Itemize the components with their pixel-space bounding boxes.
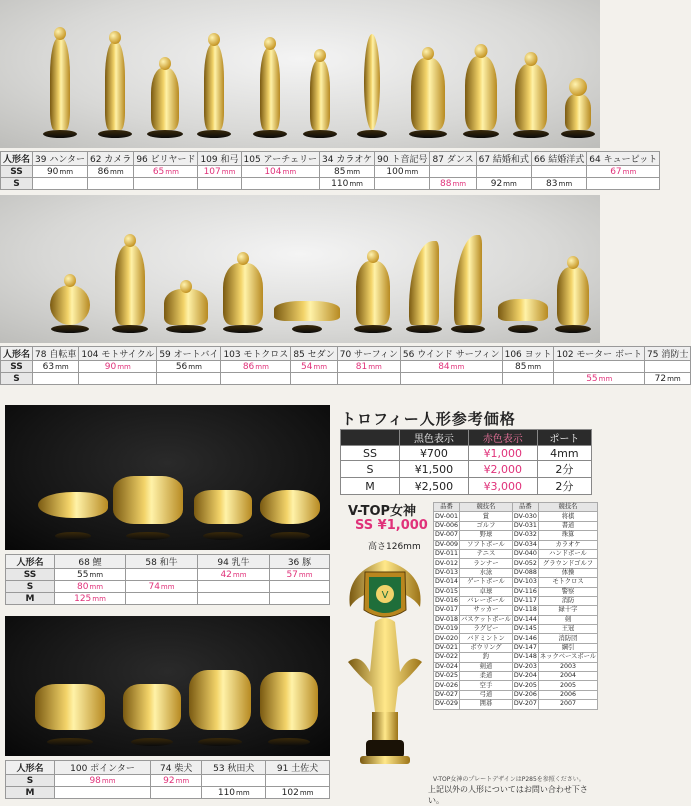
table-cell: 剣	[538, 615, 597, 624]
table-cell: 珠算	[538, 531, 597, 540]
table-cell: バドミントン	[459, 634, 512, 643]
table-cell: SS	[1, 166, 33, 178]
unit-label: mm	[165, 167, 179, 176]
table-cell: 競技名	[538, 503, 597, 512]
unit-label: mm	[117, 362, 131, 371]
table-cell: テニス	[459, 549, 512, 558]
size-value: 67	[610, 166, 622, 177]
size-value: 110	[331, 178, 349, 189]
unit-label: mm	[110, 167, 124, 176]
figure-wedding-western	[508, 8, 553, 138]
table-cell: 4mm	[537, 446, 591, 461]
table-cell: 78 自転車	[33, 347, 79, 361]
unit-label: mm	[598, 374, 613, 383]
table-cell: 53 秋田犬	[202, 761, 266, 775]
table-cell: DV-052	[513, 559, 537, 567]
table-cell: 人形名	[1, 152, 33, 166]
table-cell: 56 ウインド サーフィン	[400, 347, 502, 361]
table-cell: バレーボール	[459, 596, 512, 605]
table-cell: ポート	[537, 430, 591, 446]
table-cell: DV-024	[435, 662, 458, 670]
table-row	[434, 587, 598, 596]
size-value: 81	[355, 361, 368, 372]
table-cell: 剣道	[459, 662, 512, 671]
unit-label: mm	[313, 362, 328, 371]
vtop-plate-note: V-TOP女神のプレートデザインはP285を参照ください。	[433, 776, 585, 783]
table-cell: ¥2,500	[400, 478, 469, 495]
table-cell: 競技名	[459, 503, 512, 512]
table-cell: 2003	[538, 662, 597, 671]
unit-label: mm	[89, 582, 104, 591]
table-cell: 2005	[538, 681, 597, 690]
size-value: 100	[386, 166, 404, 177]
table-row	[434, 512, 598, 521]
figure-camera	[95, 8, 135, 138]
figure-pointer	[30, 636, 110, 746]
competition-code-table	[433, 502, 598, 710]
table-row	[434, 634, 598, 643]
table-cell: 人形名	[6, 761, 55, 775]
table-cell: 85 セダン	[291, 347, 337, 361]
unit-label: mm	[667, 374, 681, 383]
size-value: 57	[286, 569, 298, 580]
table-cell	[341, 430, 400, 446]
table-cell: DV-040	[513, 550, 537, 558]
table-cell: 緑十字	[538, 606, 597, 615]
table-cell: 109 和弓	[198, 152, 241, 166]
figure-dairy-cow	[190, 430, 255, 540]
table-cell: ¥1,000	[468, 446, 537, 461]
table-cell: 赤色表示	[468, 430, 537, 446]
size-value: 63	[42, 361, 55, 372]
size-value: 55	[586, 373, 598, 384]
table-row	[434, 531, 598, 540]
size-value: 74	[148, 581, 160, 592]
table-cell: 柔道	[459, 672, 512, 681]
figure-wedding-japanese	[458, 8, 503, 138]
photo-figures-animals	[5, 405, 330, 550]
table-cell: S	[6, 581, 55, 593]
table-cell: 91 土佐犬	[266, 761, 330, 775]
unit-label: mm	[404, 167, 419, 176]
table-cell: 102 モーター ボート	[554, 347, 645, 361]
figure-akita	[185, 631, 255, 746]
table-cell: ゴルフ	[459, 521, 512, 530]
table-cell: DV-015	[435, 587, 458, 595]
figure-karaoke	[300, 8, 340, 138]
table-cell: サッカー	[459, 606, 512, 615]
table-cell: 64 キューピット	[587, 152, 660, 166]
table-row	[434, 606, 598, 615]
size-value: 86	[242, 361, 255, 372]
table-row	[434, 559, 598, 568]
table-cell: 87 ダンス	[430, 152, 476, 166]
unit-label: mm	[92, 594, 106, 603]
table-cell: DV-032	[513, 531, 537, 539]
figure-sedan	[272, 203, 342, 333]
table-cell: DV-031	[513, 521, 537, 529]
unit-label: mm	[255, 362, 269, 371]
table-cell: ボウリング	[459, 643, 512, 652]
table-cell: DV-148	[513, 653, 537, 661]
unit-label: mm	[452, 179, 467, 188]
table-cell: DV-027	[435, 691, 458, 698]
table-cell: DV-019	[435, 625, 458, 633]
size-value: 90	[46, 166, 59, 177]
size-value: 80	[76, 581, 89, 592]
table-cell: DV-021	[435, 644, 458, 652]
price-section-title: トロフィー人形参考価格	[341, 410, 516, 428]
figure-archery	[245, 8, 295, 138]
table-cell: 67 結婚和式	[476, 152, 531, 166]
spec-table-dogs	[5, 760, 330, 799]
unit-label: mm	[368, 362, 382, 371]
table-cell: DV-034	[513, 540, 537, 548]
table-cell: 人形名	[6, 555, 55, 569]
figure-bicycle	[45, 203, 95, 333]
size-value: 56	[175, 361, 188, 372]
table-cell: DV-147	[513, 644, 537, 652]
vtop-height: 高さ126mm	[368, 542, 421, 552]
figure-wagyu	[110, 430, 185, 540]
table-cell: 70 サーフィン	[337, 347, 400, 361]
table-row	[434, 681, 598, 690]
table-cell: 品番	[434, 503, 460, 512]
table-cell: カラオケ	[538, 540, 597, 549]
table-cell: ラグビー	[459, 625, 512, 634]
table-cell: ¥1,500	[400, 461, 469, 478]
figure-treble-clef	[352, 8, 392, 138]
table-cell: S	[341, 461, 400, 478]
table-cell: DV-022	[435, 653, 458, 661]
table-cell: ハンドボール	[538, 549, 597, 558]
table-cell: DV-018	[435, 615, 458, 623]
table-cell: モトクロス	[538, 578, 597, 587]
table-cell: 2006	[538, 690, 597, 699]
size-value: 92	[490, 178, 503, 189]
table-row	[434, 700, 598, 709]
size-value: 54	[300, 361, 313, 372]
spec-table-animals	[5, 554, 330, 605]
table-cell: DV-088	[513, 568, 537, 576]
table-cell: DV-014	[435, 578, 458, 586]
table-cell: ソフトボール	[459, 540, 512, 549]
table-row	[434, 578, 598, 587]
table-cell: 消防	[538, 596, 597, 605]
spec-table-row1	[0, 151, 660, 190]
table-row	[434, 596, 598, 605]
unit-label: mm	[236, 788, 250, 797]
table-cell: 105 アーチェリー	[241, 152, 320, 166]
table-cell: DV-117	[513, 597, 537, 605]
table-cell: M	[6, 787, 55, 799]
unit-label: mm	[349, 179, 363, 188]
table-cell: DV-029	[435, 700, 458, 708]
table-cell: グラウンドゴルフ	[538, 559, 597, 568]
table-cell: DV-017	[435, 606, 458, 614]
photo-figures-row1	[0, 0, 600, 148]
table-cell: 74 柴犬	[150, 761, 201, 775]
table-cell: 58 和牛	[126, 555, 198, 569]
table-cell: ゲートボール	[459, 578, 512, 587]
size-value: 65	[152, 166, 165, 177]
table-cell: M	[341, 478, 400, 495]
unit-label: mm	[160, 582, 175, 591]
figure-firefighter	[550, 203, 595, 333]
figure-pig	[257, 430, 322, 540]
price-table	[340, 429, 592, 495]
vtop-title: V-TOP女神	[348, 504, 417, 519]
table-cell: 96 ビリヤード	[134, 152, 198, 166]
size-value: 85	[334, 166, 346, 177]
table-cell: SS	[6, 569, 55, 581]
table-cell: ¥3,000	[468, 478, 537, 495]
photo-figures-row2	[0, 195, 600, 343]
table-cell: 94 乳牛	[198, 555, 270, 569]
figure-hunter	[40, 8, 80, 138]
vtop-trophy-image	[340, 552, 430, 767]
table-cell: DV-006	[435, 521, 458, 529]
table-cell: 2007	[538, 700, 597, 709]
unit-label: mm	[55, 362, 69, 371]
table-row	[434, 549, 598, 558]
figure-tosa	[255, 631, 323, 746]
table-cell: DV-011	[435, 550, 458, 558]
table-cell: SS	[341, 446, 400, 461]
figure-billiards	[140, 8, 190, 138]
table-cell: DV-026	[435, 681, 458, 689]
table-cell: DV-012	[435, 559, 458, 567]
table-cell: 36 豚	[270, 555, 330, 569]
table-row	[434, 615, 598, 624]
table-cell: 賞	[459, 512, 512, 521]
unit-label: mm	[282, 167, 297, 176]
table-cell: DV-205	[513, 681, 537, 689]
table-cell: 王冠	[538, 625, 597, 634]
table-cell: DV-118	[513, 606, 537, 614]
unit-label: mm	[298, 570, 313, 579]
vtop-price: SS ¥1,000	[355, 518, 428, 533]
figure-motocross	[215, 203, 270, 333]
table-cell: S	[6, 775, 55, 787]
table-cell: 100 ポインター	[55, 761, 151, 775]
table-cell: 囲碁	[459, 700, 512, 709]
size-value: 110	[217, 787, 236, 798]
figure-carp	[35, 430, 110, 540]
table-cell: 釣	[459, 653, 512, 662]
size-value: 107	[203, 166, 221, 177]
figure-dance	[400, 8, 455, 138]
table-cell: 2分	[537, 461, 591, 478]
unit-label: mm	[232, 570, 247, 579]
table-cell: DV-007	[435, 531, 458, 539]
table-cell: 空手	[459, 681, 512, 690]
table-cell: DV-204	[513, 672, 537, 680]
size-value: 55	[76, 569, 89, 580]
size-value: 83	[546, 178, 558, 189]
table-cell: 103 モトクロス	[221, 347, 291, 361]
unit-label: mm	[101, 776, 116, 785]
size-value: 90	[104, 361, 117, 372]
spec-table-row2	[0, 346, 691, 385]
unit-label: mm	[622, 167, 637, 176]
unit-label: mm	[450, 362, 465, 371]
table-cell: DV-207	[513, 700, 537, 708]
unit-label: mm	[175, 776, 190, 785]
table-cell: DV-116	[513, 587, 537, 595]
table-cell: ¥2,000	[468, 461, 537, 478]
size-value: 42	[220, 569, 232, 580]
table-cell: 消防団	[538, 634, 597, 643]
table-cell: DV-013	[435, 568, 458, 576]
table-cell: 綱引	[538, 643, 597, 652]
figure-shiba	[117, 636, 187, 746]
table-cell: DV-030	[513, 512, 537, 520]
table-cell: DV-206	[513, 691, 537, 698]
table-cell: DV-203	[513, 662, 537, 670]
table-cell: 弓道	[459, 690, 512, 699]
table-cell: 66 結婚洋式	[531, 152, 586, 166]
table-row	[434, 662, 598, 671]
size-value: 125	[74, 593, 92, 604]
svg-text:V: V	[381, 590, 389, 601]
table-cell: 75 消防士	[645, 347, 691, 361]
figure-surfing	[345, 203, 400, 333]
table-row	[434, 653, 598, 662]
table-cell: DV-025	[435, 672, 458, 680]
table-cell: 卓球	[459, 587, 512, 596]
table-cell: 106 ヨット	[502, 347, 554, 361]
table-cell: 90 ト音記号	[375, 152, 430, 166]
inquiry-note: 上記以外の人形についてはお問い合わせ下さい。	[428, 785, 588, 805]
unit-label: mm	[59, 167, 74, 176]
table-cell: S	[1, 373, 33, 385]
table-cell: 39 ハンター	[33, 152, 88, 166]
table-cell: 書道	[538, 521, 597, 530]
figure-windsurfing	[400, 203, 448, 333]
table-cell: DV-001	[435, 512, 458, 520]
unit-label: mm	[89, 570, 104, 579]
figure-motorcycle-trick	[105, 203, 155, 333]
table-cell: 2004	[538, 672, 597, 681]
table-cell: ランナー	[459, 559, 512, 568]
unit-label: mm	[299, 788, 314, 797]
table-cell: 62 カメラ	[87, 152, 133, 166]
table-cell: DV-020	[435, 634, 458, 642]
table-row	[434, 540, 598, 549]
size-value: 104	[264, 166, 282, 177]
table-row	[434, 690, 598, 699]
table-cell: 品番	[512, 503, 538, 512]
table-cell: ネックベースボール	[539, 653, 597, 661]
table-row	[434, 672, 598, 681]
size-value: 85	[514, 361, 527, 372]
table-cell: 水泳	[459, 568, 512, 577]
table-cell: DV-009	[435, 540, 458, 548]
table-row	[434, 568, 598, 577]
table-cell: ¥700	[400, 446, 469, 461]
table-cell: 体操	[538, 568, 597, 577]
table-cell: DV-144	[513, 615, 537, 623]
table-row	[434, 625, 598, 634]
size-value: 102	[281, 787, 299, 798]
table-cell: 黒色表示	[400, 430, 469, 446]
table-cell: 警察	[538, 587, 597, 596]
unit-label: mm	[503, 179, 517, 188]
table-cell: 野球	[459, 531, 512, 540]
size-value: 88	[439, 178, 452, 189]
table-cell: DV-146	[513, 634, 537, 642]
table-row	[434, 521, 598, 530]
table-cell: SS	[1, 361, 33, 373]
unit-label: mm	[346, 167, 361, 176]
unit-label: mm	[188, 362, 202, 371]
table-cell: 人形名	[1, 347, 33, 361]
table-cell: バスケットボール	[460, 615, 511, 623]
table-cell: 59 オートバイ	[157, 347, 221, 361]
unit-label: mm	[221, 167, 236, 176]
table-cell: DV-145	[513, 625, 537, 633]
table-cell: 34 カラオケ	[320, 152, 375, 166]
table-row	[434, 643, 598, 652]
unit-label: mm	[527, 362, 542, 371]
table-cell: 104 モトサイクル	[79, 347, 157, 361]
photo-figures-dogs	[5, 616, 330, 756]
figure-cupid	[558, 8, 598, 138]
figure-motorbike	[158, 203, 213, 333]
size-value: 84	[438, 361, 450, 372]
unit-label: mm	[558, 179, 573, 188]
table-cell: S	[1, 178, 33, 190]
table-cell: 2分	[537, 478, 591, 495]
figure-motorboat	[495, 203, 550, 333]
size-value: 86	[97, 166, 110, 177]
figure-yacht	[445, 203, 490, 333]
table-cell: DV-103	[513, 578, 537, 586]
table-cell: DV-016	[435, 597, 458, 605]
figure-japanese-bow	[190, 8, 238, 138]
table-cell: 68 鯉	[55, 555, 126, 569]
size-value: 98	[89, 775, 101, 786]
table-cell: 将棋	[538, 512, 597, 521]
table-cell: M	[6, 593, 55, 605]
size-value: 92	[163, 775, 175, 786]
size-value: 72	[654, 373, 667, 384]
